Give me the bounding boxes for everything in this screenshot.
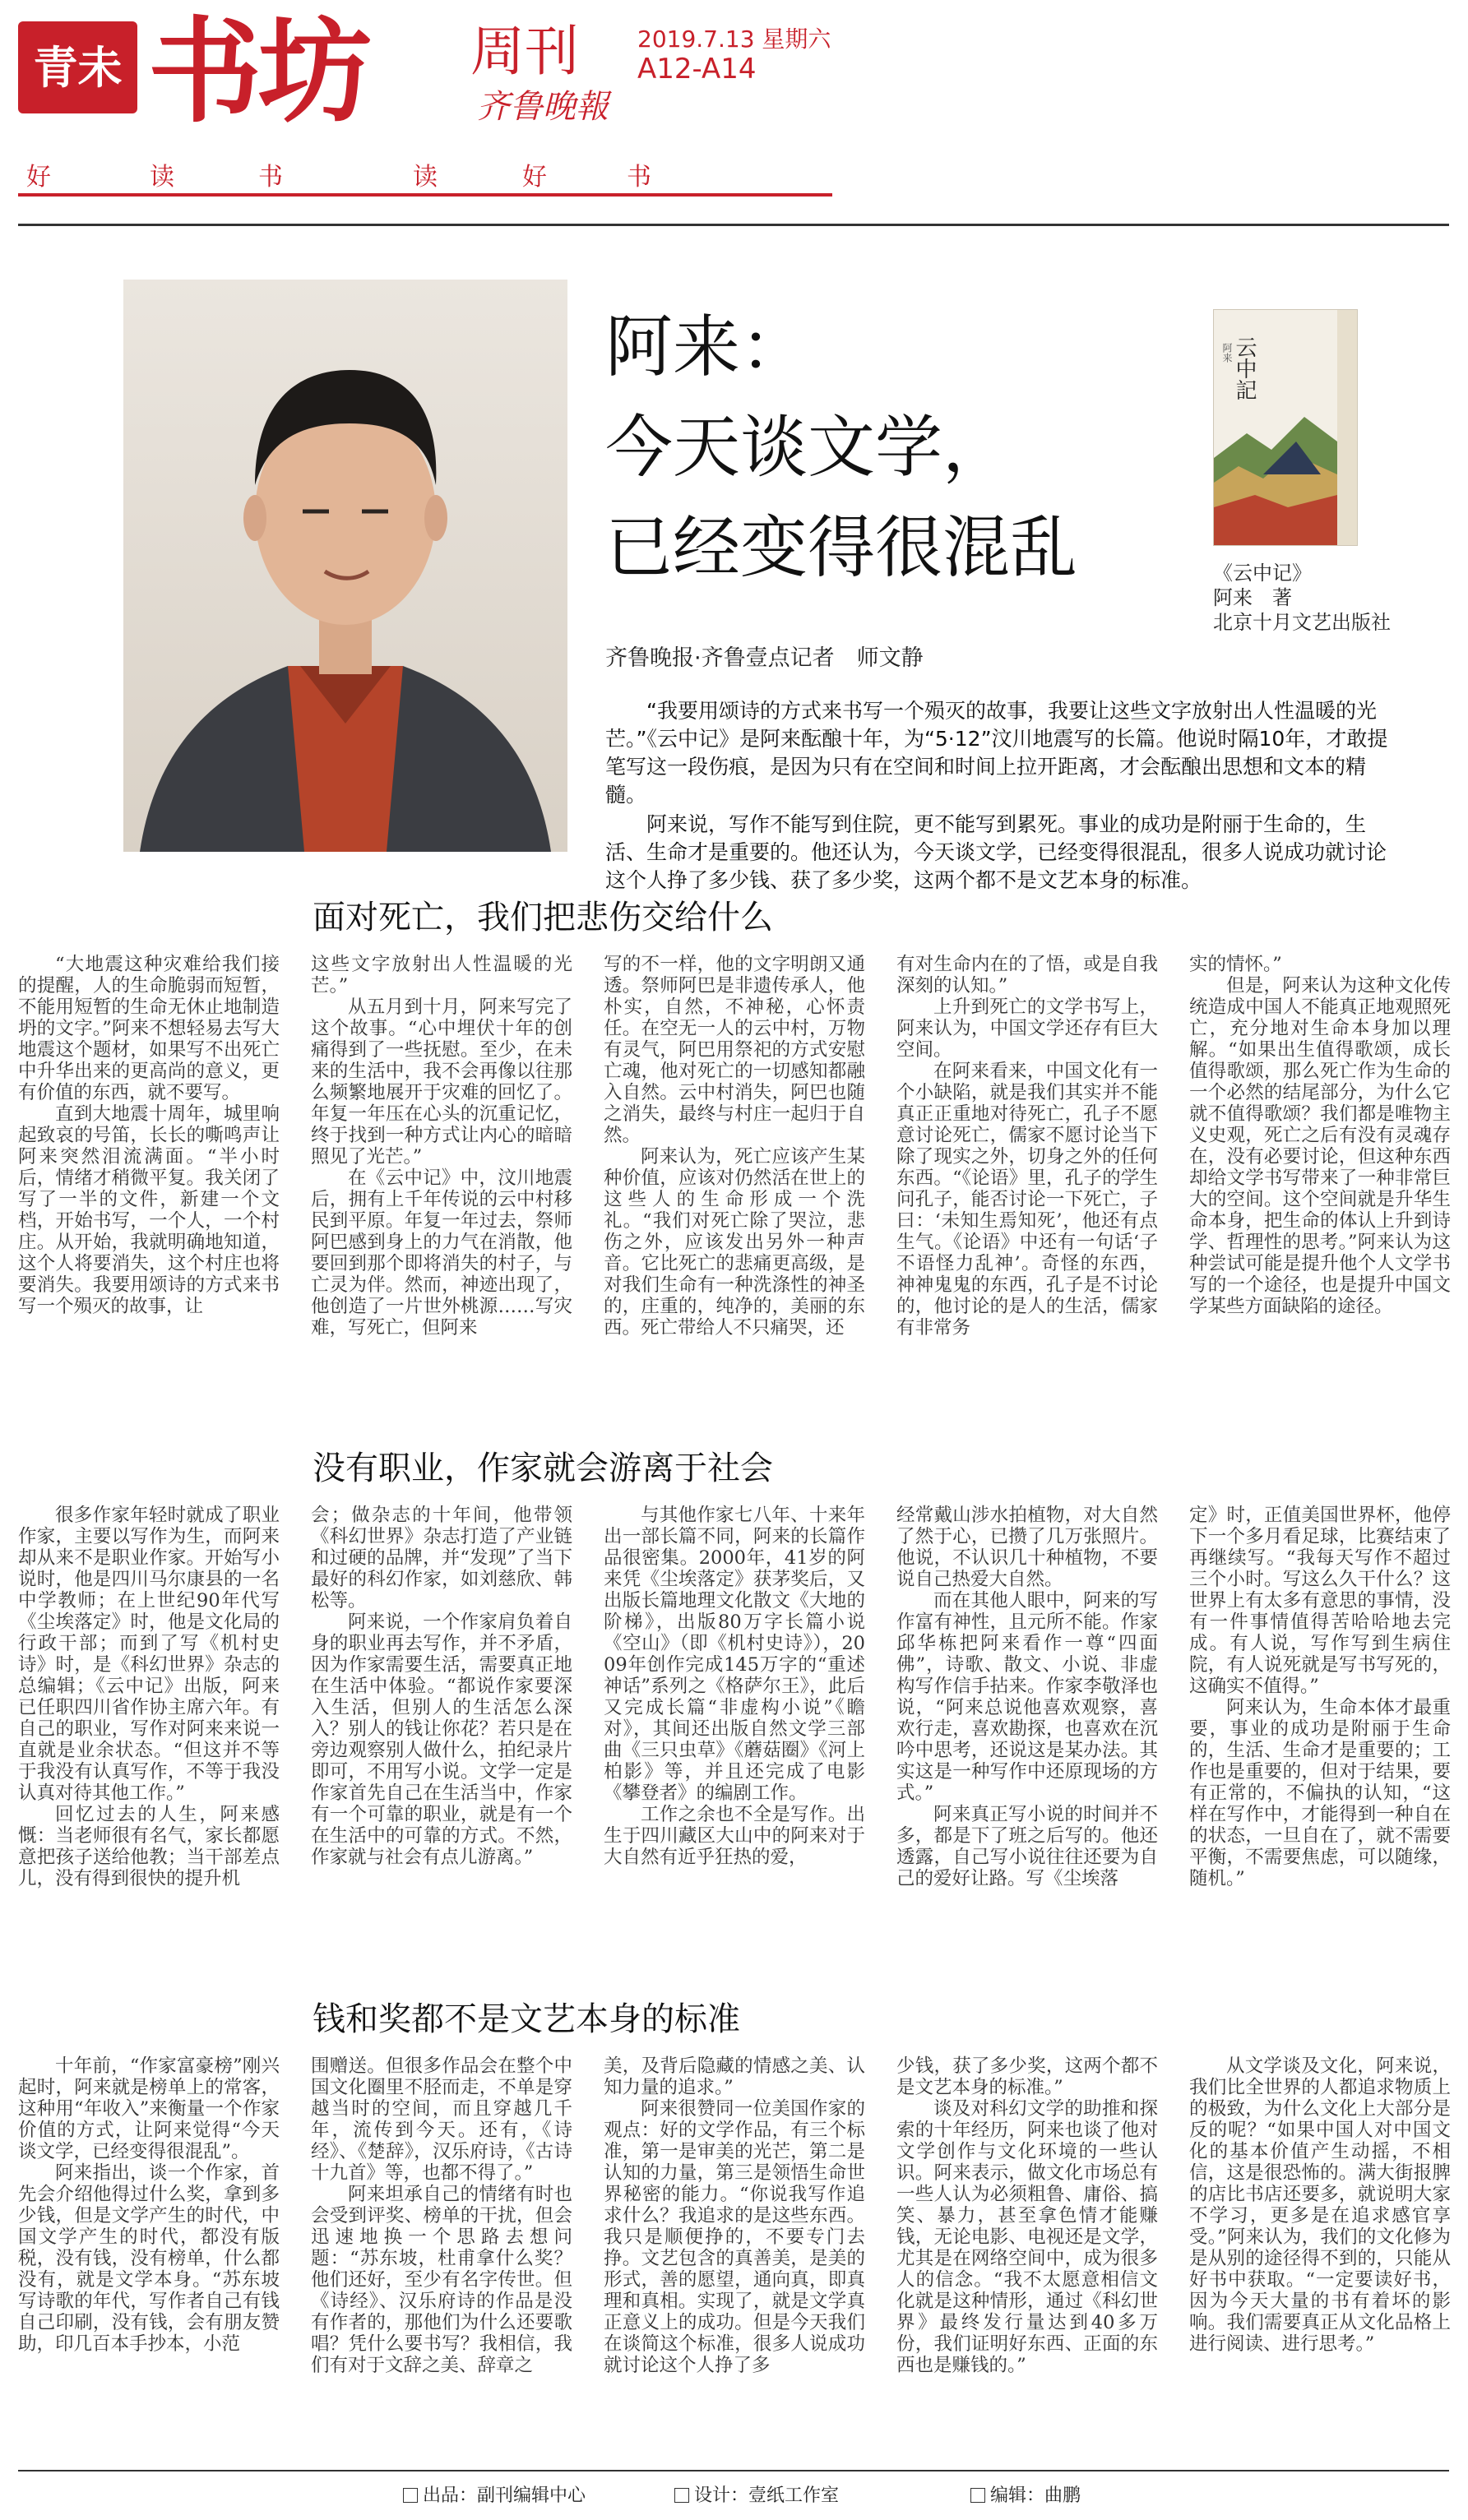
text-column [18, 954, 280, 1398]
paragraph: 阿来说，一个作家肩负着自身的职业再去写作，并不矛盾，因为作家需要生活，需要真正地在生活中体验。“都说作家要深入生活，但别人的生活怎么深入？别人的钱让你花？若只是在旁边观察别人做什么，拍纪录片即可，不用写小说。文学一定是作家首先自己在生活当中，作家有一个可靠的职业，就是有一个在生活中的可靠的方式。不然，作家就与社会有点儿游离。” [311, 1611, 572, 1868]
slogan-underline [18, 193, 832, 197]
slogan-char: 读 [150, 163, 174, 192]
text-column [1189, 2055, 1451, 2458]
paragraph: 从文学谈及文化，阿来说，我们比全世界的人都追求物质上的极致，为什么文化上大部分是反的呢？“如果中国人对中国文化的基本价值产生动摇，不相信，这是很恐怖的。满大街报脾的店比书店还要多，就说明大家不学习，更多是在追求感官享受。”阿来认为，我们的文化修为是从别的途径得不到的，只能从好书中获取。“一定要读好书，因为今天大量的书有着坏的影响。我们需要真正从文化品格上进行阅读、进行思考。” [1189, 2055, 1451, 2355]
checkbox-icon [970, 2488, 985, 2503]
article-headline [605, 298, 1197, 599]
text-column [1189, 1505, 1451, 1949]
paragraph: 实的情怀。” [1189, 954, 1282, 975]
paragraph: 阿来坦承自己的情绪有时也会受到评奖、榜单的干扰，但会迅速地换一个思路去想问题：“苏东坡，杜甫拿什么奖？他们还好，至少有名字传世。但《诗经》、汉乐府诗的作品是没有作者的，那他们为什么还要歌唱？凭什么要书写？我相信，我们有对于文辞之美、辞章之 [311, 2184, 572, 2376]
paragraph: 这些文字放射出人性温暖的光芒。” [311, 954, 572, 996]
slogan-char: 书 [258, 163, 283, 192]
paragraph: 上升到死亡的文学书写上，阿来认为，中国文学还存有巨大空间。 [896, 996, 1158, 1061]
paragraph: 美，及背后隐藏的情感之美、认知力量的追求。” [604, 2055, 865, 2098]
footer-editor: 编辑：曲鹏 [990, 2485, 1081, 2506]
newspaper-logo-seal: 青未了 [18, 21, 137, 113]
paragraph: 从五月到十月，阿来写完了这个故事。“心中埋伏十年的创痛得到了一些抚慰。至少，在未来的生活中，我不会再像以往那么频繁地展开于灾难的回忆了。年复一年压在心头的沉重记忆，终于找到一种方式让内心的暗暗照见了光芒。” [311, 996, 572, 1168]
paragraph: 在《云中记》中，汶川地震后，拥有上千年传说的云中村移民到平原。年复一年过去，祭师阿巴感到身上的力气在消散，他要回到那个即将消失的村子，与亡灵为伴。然而，神迹出现了，他创造了一片世外桃源……写灾难，写死亡，但阿来 [311, 1168, 572, 1339]
paragraph: 很多作家年轻时就成了职业作家，主要以写作为生，而阿来却从来不是职业作家。开始写小说时，他是四川马尔康县的一名中学教师；在上世纪90年代写《尘埃落定》时，他是文化局的行政干部；而到了写《机村史诗》时，是《科幻世界》杂志的总编辑；《云中记》出版，阿来已任职四川省作协主席六年。有自己的职业，写作对阿来来说一直就是业余状态。“但这并不等于我没有认真写作，不等于我没认真对待其他工作。” [18, 1505, 280, 1804]
book-cover [1213, 309, 1358, 546]
book-caption-publisher: 北京十月文艺出版社 [1213, 611, 1391, 634]
byline: 齐鲁晚报·齐鲁壹点记者 师文静 [605, 645, 924, 671]
footer-design: 设计：壹纸工作室 [694, 2485, 840, 2506]
paragraph: 少钱，获了多少奖，这两个都不是文艺本身的标准。” [896, 2055, 1158, 2098]
text-column [896, 2055, 1158, 2458]
paragraph: 与其他作家七八年、十来年出一部长篇不同，阿来的长篇作品很密集。2000年，41岁的阿来凭《尘埃落定》获茅奖后，又出版长篇地理文化散文《大地的阶梯》，出版80万字长篇小说《空山》（即《机村史诗》），2009年创作完成145万字的“重述神话”系列之《格萨尔王》，此后又完成长篇“非虚构小说”《瞻对》，其间还出版自然文学三部曲《三只虫草》《蘑菇圈》《河上柏影》等，并且还完成了电影《攀登者》的编剧工作。 [604, 1505, 865, 1804]
paragraph: 写的不一样，他的文字明朗又通透。祭师阿巴是非遗传承人，他朴实，自然，不神秘，心怀责任。在空无一人的云中村，万物有灵气，阿巴用祭祀的方式安慰亡魂，他对死亡的一切感知都融入自然。云中村消失，阿巴也随之消失，最终与村庄一起归于自然。 [604, 954, 865, 1146]
book-cover-art [1214, 310, 1357, 545]
slogan-char: 书 [627, 163, 651, 192]
slogan-char: 好 [522, 163, 547, 192]
text-column [311, 954, 572, 1398]
checkbox-icon [674, 2488, 689, 2503]
paragraph: 谈及对科幻文学的助推和探索的十年经历，阿来也谈了他对文学创作与文化环境的一些认识。阿来表示，做文化市场总有一些人认为必须粗鲁、庸俗、搞笑、暴力，甚至拿色情才能赚钱，无论电影、电视还是文学，尤其是在网络空间中，成为很多人的信念。“我不太愿意相信文化就是这种情形，通过《科幻世界》最终发行量达到40多万份，我们证明好东西、正面的东西也是赚钱的。” [896, 2098, 1158, 2376]
paragraph: 阿来认为，生命本体才最重要，事业的成功是附丽于生命的，生活、生命才是重要的；工作也是重要的，但对于结果，要有正常的，不偏执的认知，“这样在写作中，才能得到一种自在的状态，一旦自在了，就不需要平衡，不需要焦虑，可以随缘，随机。” [1189, 1697, 1451, 1889]
text-column [604, 2055, 865, 2458]
slogan [18, 148, 841, 194]
text-column [604, 1505, 865, 1949]
paragraph: 而在其他人眼中，阿来的写作富有神性，且元所不能。作家邱华栋把阿来看作一尊“四面佛”，诗歌、散文、小说、非虚构写作信手拈来。作家李敬泽也说，“阿来总说他喜欢观察，喜欢行走，喜欢勘探，也喜欢在沉吟中思考，还说这是某办法。其实这是一种写作中还原现场的方式。” [896, 1590, 1158, 1804]
footer-producer: 出品：副刊编辑中心 [423, 2485, 586, 2506]
book-caption [1213, 561, 1391, 635]
paragraph: 十年前，“作家富豪榜”刚兴起时，阿来就是榜单上的常客，这种用“年收入”来衡量一个作家价值的方式，让阿来觉得“今天谈文学，已经变得很混乱”。 [18, 2055, 280, 2162]
lead-paragraph: 阿来说，写作不能写到住院，更不能写到累死。事业的成功是附丽于生命的，生活、生命才是重要的。他还认为，今天谈文学，已经变得很混乱，很多人说成功就讨论这个人挣了多少钱、获了多少奖，这两个都不是文艺本身的标准。 [605, 812, 1387, 892]
text-column [311, 1505, 572, 1949]
paragraph: 工作之余也不全是写作。出生于四川藏区大山中的阿来对于大自然有近乎狂热的爱， [604, 1804, 865, 1868]
book-cover-author: 阿来 [1221, 343, 1233, 363]
paragraph: 围赠送。但很多作品会在整个中国文化圈里不胫而走，不单是穿越当时的空间，而且穿越几千年，流传到今天。还有，《诗经》、《楚辞》，汉乐府诗，《古诗十九首》等，也都不得了。” [311, 2055, 572, 2184]
paragraph: 阿来指出，谈一个作家，首先会介绍他得过什么奖，拿到多少钱，但是文学产生的时代，中国文学产生的时代，都没有版税，没有钱，没有榜单，什么都没有，就是文学本身。“苏东坡写诗歌的年代，写作者自己有钱自己印刷，没有钱，会有朋友赞助，印几百本手抄本，小范 [18, 2162, 280, 2355]
paragraph: 但是，阿来认为这种文化传统造成中国人不能真正地观照死亡，充分地对生命本身加以理解。“如果出生值得歌颂，成长值得歌颂，那么死亡作为生命的一个必然的结尾部分，为什么它就不值得歌颂？我们都是唯物主义史观，死亡之后有没有灵魂存在，没有必要讨论，但这种东西却给文学书写带来了一种非常巨大的空间。这个空间就是升华生命本身，把生命的体认上升到诗学、哲理性的思考。”阿来认为这种尝试可能是提升他个人文学书写的一个途径，也是提升中国文学某些方面缺陷的途径。 [1189, 975, 1451, 1317]
masthead-divider [18, 224, 1449, 226]
text-column [1189, 954, 1451, 1398]
paragraph: 回忆过去的人生，阿来感慨：当老师很有名气，家长都愿意把孩子送给他教；当干部差点儿，没有得到很快的提升机 [18, 1804, 280, 1889]
headline-line: 已经变得很混乱 [605, 509, 1078, 587]
paragraph: 阿来认为，死亡应该产生某种价值，应该对仍然活在世上的这些人的生命形成一个洗礼。“我们对死亡除了哭泣，悲伤之外，应该发出另外一种声音。它比死亡的悲痛更高级，是对我们生命有一种洗涤性的神圣的，庄重的，纯净的，美丽的东西。死亡带给人不只痛哭，还 [604, 1146, 865, 1339]
paragraph: 阿来真正写小说的时间并不多，都是下了班之后写的。他还透露，自己写小说往往还要为自己的爱好让路。写《尘埃落 [896, 1804, 1158, 1889]
portrait-illustration [123, 280, 567, 852]
section-subtitle: 周刊 [470, 20, 579, 83]
paragraph: 直到大地震十周年，城里响起致哀的号笛，长长的嘶鸣声让阿来突然泪流满面。“半小时后，情绪才稍微平复。我关闭了写了一半的文件，新建一个文档，开始书写，一个人，一个村庄。从开始，我就明确地知道，这个人将要消失，这个村庄也将要消失。我要用颂诗的方式来书写一个殒灭的故事，让 [18, 1103, 280, 1317]
section-heading: 没有职业，作家就会游离于社会 [313, 1450, 773, 1487]
text-column [18, 1505, 280, 1949]
paragraph: 有对生命内在的了悟，或是自我深刻的认知。” [896, 954, 1158, 996]
headline-line: 阿来： [605, 308, 808, 386]
lead-paragraph: “我要用颂诗的方式来书写一个殒灭的故事，我要让这些文字放射出人性温暖的光芒。”《云中记》是阿来酝酿十年，为“5·12”汶川地震写的长篇。他说时隔10年，才敢提笔写这一段伤痕，是因为只有在空间和时间上拉开距离，才会酝酿出思想和文本的精髓。 [605, 699, 1388, 807]
paragraph: 定》时，正值美国世界杯，他停下一个多月看足球，比赛结束了再继续写。“我每天写作不超过三个小时。写这么久干什么？这世界上有太多有意思的事情，没有一件事情值得苦哈哈地去完成。有人说，写作写到生病住院，有人说死就是写书写死的，这确实不值得。” [1189, 1505, 1451, 1697]
text-column [311, 2055, 572, 2458]
article-lead [605, 697, 1395, 896]
checkbox-icon [403, 2488, 418, 2503]
page-range: A12-A14 [637, 53, 757, 86]
text-column [896, 1505, 1158, 1949]
headline-line: 今天谈文学， [605, 409, 1011, 487]
text-column [18, 2055, 280, 2458]
book-caption-title: 《云中记》 [1213, 562, 1312, 585]
paragraph: 会；做杂志的十年间，他带领《科幻世界》杂志打造了产业链和过硬的品牌，并“发现”了当下最好的科幻作家，如刘慈欣、韩松等。 [311, 1505, 572, 1611]
footer-divider [18, 2470, 1449, 2471]
issue-date: 2019.7.13 星期六 [637, 25, 831, 53]
slogan-char: 好 [26, 163, 51, 192]
section-heading: 面对死亡，我们把悲伤交给什么 [313, 899, 773, 936]
book-caption-author: 阿来 著 [1213, 586, 1292, 609]
author-portrait [123, 280, 567, 852]
text-column [896, 954, 1158, 1398]
slogan-char: 读 [413, 163, 438, 192]
text-column [604, 954, 865, 1398]
book-cover-title: 云中記 [1232, 336, 1257, 400]
paragraph: 阿来很赞同一位美国作家的观点：好的文学作品，有三个标准，第一是审美的光芒，第二是认知的力量，第三是领悟生命世界秘密的能力。“你说我写作追求什么？我追求的是这些东西。我只是顺便挣的，不要专门去挣。文艺包含的真善美，是美的形式，善的愿望，通向真，即真理和真相。实现了，就是文学真正意义上的成功。但是今天我们在谈简这个标准，很多人说成功就讨论这个人挣了多 [604, 2098, 865, 2376]
section-title: 书坊 [148, 6, 369, 138]
section-heading: 钱和奖都不是文艺本身的标准 [313, 2000, 740, 2038]
paragraph: 在阿来看来，中国文化有一个小缺陷，就是我们其实并不能真正正重地对待死亡，孔子不愿意讨论死亡，儒家不愿讨论当下除了现实之外，切身之外的任何东西。“《论语》里，孔子的学生问孔子，能否讨论一下死亡，子曰：‘未知生焉知死’，他还有点生气。《论语》中还有一句话‘子不语怪力乱神’。奇怪的东西，神神鬼鬼的东西，孔子是不讨论的，他讨论的是人的生活，儒家有非常务 [896, 1061, 1158, 1339]
newspaper-name: 齐鲁晚報 [477, 88, 609, 126]
paragraph: 经常戴山涉水拍植物，对大自然了然于心，已攒了几万张照片。他说，不认识几十种植物，不要说自己热爱大自然。 [896, 1505, 1158, 1590]
paragraph: “大地震这种灾难给我们接的提醒，人的生命脆弱而短暂，不能用短暂的生命无休止地制造坍的文字。”阿来不想轻易去写大地震这个题材，如果写不出死亡中升华出来的更高尚的意义，更有价值的东西，就不要写。 [18, 954, 280, 1103]
